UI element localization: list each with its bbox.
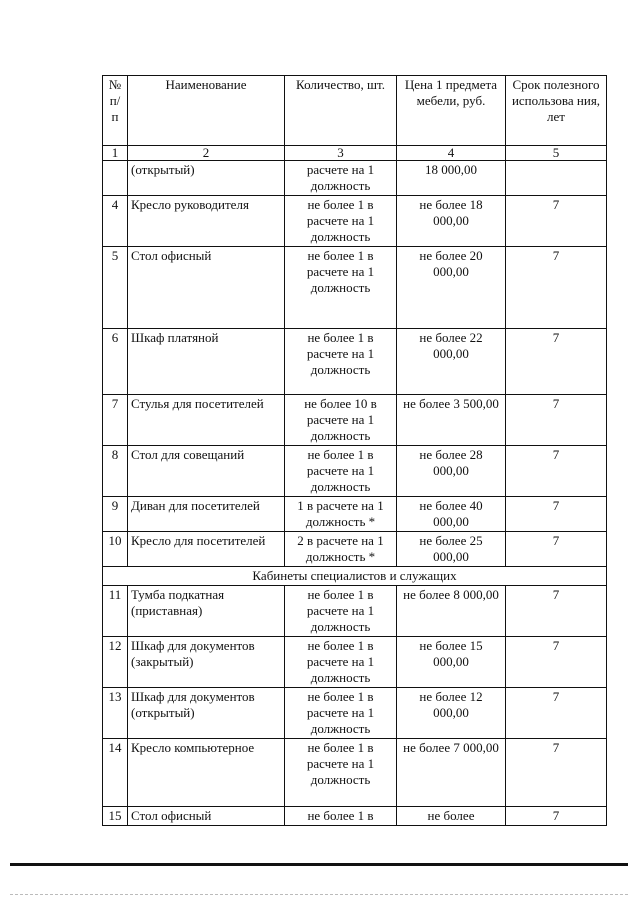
item-name: Шкаф для документов (закрытый) — [128, 637, 285, 688]
item-quantity: не более 1 в расчете на 1 должность — [285, 247, 397, 329]
table-row — [103, 497, 607, 532]
item-useful-life: 7 — [506, 807, 607, 826]
item-useful-life: 7 — [506, 329, 607, 395]
table-row — [103, 688, 607, 739]
row-number: 10 — [103, 532, 128, 567]
row-number: 12 — [103, 637, 128, 688]
item-price: не более 22 000,00 — [397, 329, 506, 395]
item-useful-life: 7 — [506, 446, 607, 497]
section-title: Кабинеты специалистов и служащих — [103, 567, 607, 586]
header-num: № п/ п — [103, 76, 128, 146]
item-price: не более 15 000,00 — [397, 637, 506, 688]
item-useful-life: 7 — [506, 196, 607, 247]
table-row — [103, 247, 607, 329]
item-price: не более 20 000,00 — [397, 247, 506, 329]
row-number: 4 — [103, 196, 128, 247]
item-name: Кресло компьютерное — [128, 739, 285, 807]
row-number: 13 — [103, 688, 128, 739]
item-useful-life: 7 — [506, 739, 607, 807]
row-number: 7 — [103, 395, 128, 446]
item-useful-life — [506, 161, 607, 196]
item-quantity: не более 1 в расчете на 1 должность — [285, 637, 397, 688]
item-useful-life: 7 — [506, 532, 607, 567]
table-row — [103, 196, 607, 247]
row-number: 15 — [103, 807, 128, 826]
table-row — [103, 586, 607, 637]
table-row — [103, 532, 607, 567]
item-name: Кресло руководителя — [128, 196, 285, 247]
header-qty: Количество, шт. — [285, 76, 397, 146]
item-quantity: не более 1 в расчете на 1 должность — [285, 739, 397, 807]
col-number: 1 — [103, 146, 128, 161]
item-useful-life: 7 — [506, 247, 607, 329]
item-useful-life: 7 — [506, 688, 607, 739]
item-quantity: не более 1 в расчете на 1 должность — [285, 688, 397, 739]
item-price: не более 12 000,00 — [397, 688, 506, 739]
row-number: 6 — [103, 329, 128, 395]
item-useful-life: 7 — [506, 637, 607, 688]
furniture-table — [102, 75, 607, 826]
item-price: не более 25 000,00 — [397, 532, 506, 567]
item-quantity: не более 10 в расчете на 1 должность — [285, 395, 397, 446]
item-name: (открытый) — [128, 161, 285, 196]
table-row — [103, 329, 607, 395]
item-name: Стол офисный — [128, 247, 285, 329]
item-useful-life: 7 — [506, 586, 607, 637]
header-name: Наименование — [128, 76, 285, 146]
item-useful-life: 7 — [506, 395, 607, 446]
table-row — [103, 161, 607, 196]
item-quantity: 2 в расчете на 1 должность * — [285, 532, 397, 567]
item-price: не более 8 000,00 — [397, 586, 506, 637]
item-name: Стулья для посетителей — [128, 395, 285, 446]
row-number: 9 — [103, 497, 128, 532]
item-quantity: не более 1 в расчете на 1 должность — [285, 196, 397, 247]
item-quantity: расчете на 1 должность — [285, 161, 397, 196]
item-quantity: не более 1 в расчете на 1 должность — [285, 446, 397, 497]
col-number: 5 — [506, 146, 607, 161]
item-name: Шкаф платяной — [128, 329, 285, 395]
section-row — [103, 567, 607, 586]
row-number: 14 — [103, 739, 128, 807]
item-price: 18 000,00 — [397, 161, 506, 196]
item-name: Стол офисный — [128, 807, 285, 826]
table-row — [103, 446, 607, 497]
header-price: Цена 1 предмета мебели, руб. — [397, 76, 506, 146]
col-number: 3 — [285, 146, 397, 161]
row-number: 5 — [103, 247, 128, 329]
item-name: Шкаф для документов (открытый) — [128, 688, 285, 739]
header-life: Срок полезного использова ния, лет — [506, 76, 607, 146]
item-price: не более 28 000,00 — [397, 446, 506, 497]
item-quantity: не более 1 в расчете на 1 должность — [285, 329, 397, 395]
table-row — [103, 739, 607, 807]
item-name: Тумба подкатная (приставная) — [128, 586, 285, 637]
footer-rule — [10, 863, 628, 866]
item-quantity: не более 1 в расчете на 1 должность — [285, 586, 397, 637]
item-price: не более 3 500,00 — [397, 395, 506, 446]
item-price: не более 7 000,00 — [397, 739, 506, 807]
item-name: Диван для посетителей — [128, 497, 285, 532]
item-price: не более 18 000,00 — [397, 196, 506, 247]
table-row — [103, 637, 607, 688]
row-number: 8 — [103, 446, 128, 497]
item-price: не более — [397, 807, 506, 826]
column-number-row — [103, 146, 607, 161]
table-row — [103, 395, 607, 446]
scan-edge-line — [10, 894, 628, 896]
header-row — [103, 76, 607, 146]
item-name: Стол для совещаний — [128, 446, 285, 497]
row-number: 11 — [103, 586, 128, 637]
item-useful-life: 7 — [506, 497, 607, 532]
col-number: 4 — [397, 146, 506, 161]
item-name: Кресло для посетителей — [128, 532, 285, 567]
col-number: 2 — [128, 146, 285, 161]
item-quantity: не более 1 в — [285, 807, 397, 826]
row-number — [103, 161, 128, 196]
item-quantity: 1 в расчете на 1 должность * — [285, 497, 397, 532]
item-price: не более 40 000,00 — [397, 497, 506, 532]
table-row — [103, 807, 607, 826]
